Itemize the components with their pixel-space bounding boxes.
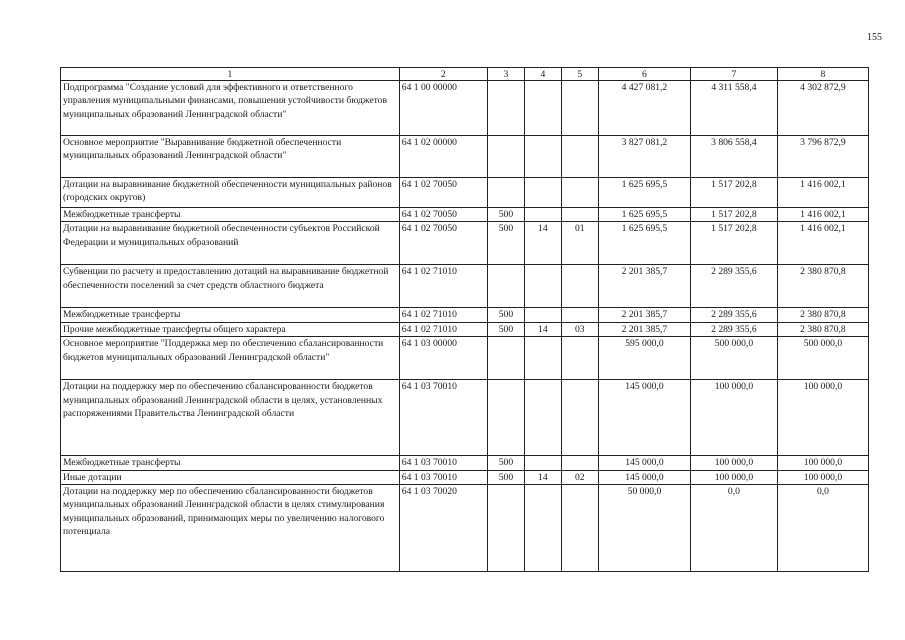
column-header: 2 [399, 68, 487, 81]
row-value-6: 1 625 695,5 [598, 178, 690, 208]
row-c3 [487, 178, 524, 208]
column-header: 8 [777, 68, 868, 81]
row-name: Дотации на выравнивание бюджетной обеспеченности субъектов Российской Федерации и муниципальных образований [61, 222, 400, 265]
table-row [61, 222, 869, 265]
table-row [61, 485, 869, 572]
column-header: 1 [61, 68, 400, 81]
row-c3 [487, 337, 524, 380]
row-c3: 500 [487, 470, 524, 484]
row-value-6: 595 000,0 [598, 337, 690, 380]
row-code: 64 1 00 00000 [399, 81, 487, 136]
row-value-8: 500 000,0 [777, 337, 868, 380]
row-c4 [525, 265, 561, 308]
row-c3 [487, 136, 524, 178]
table-row [61, 208, 869, 222]
row-name: Межбюджетные трансферты [61, 308, 400, 322]
row-c4 [525, 136, 561, 178]
column-header: 6 [598, 68, 690, 81]
row-value-8: 1 416 002,1 [777, 208, 868, 222]
row-value-8: 4 302 872,9 [777, 81, 868, 136]
row-c4 [525, 380, 561, 456]
table-row [61, 456, 869, 470]
row-value-7: 1 517 202,8 [690, 178, 777, 208]
row-name: Межбюджетные трансферты [61, 456, 400, 470]
row-name: Дотации на выравнивание бюджетной обеспеченности муниципальных районов (городских округов) [61, 178, 400, 208]
row-c3: 500 [487, 322, 524, 336]
row-value-8: 2 380 870,8 [777, 322, 868, 336]
row-value-7: 2 289 355,6 [690, 265, 777, 308]
row-value-6: 2 201 385,7 [598, 322, 690, 336]
row-code: 64 1 03 70010 [399, 470, 487, 484]
row-c5 [561, 380, 598, 456]
table-row [61, 136, 869, 178]
row-value-8: 3 796 872,9 [777, 136, 868, 178]
row-value-6: 145 000,0 [598, 380, 690, 456]
row-c4 [525, 308, 561, 322]
row-value-8: 2 380 870,8 [777, 265, 868, 308]
row-value-8: 0,0 [777, 485, 868, 572]
row-c5 [561, 136, 598, 178]
row-code: 64 1 02 70050 [399, 178, 487, 208]
row-code: 64 1 02 70050 [399, 222, 487, 265]
row-code: 64 1 02 71010 [399, 322, 487, 336]
row-c4 [525, 456, 561, 470]
row-value-7: 100 000,0 [690, 456, 777, 470]
row-c4: 14 [525, 322, 561, 336]
row-c3: 500 [487, 308, 524, 322]
row-value-7: 100 000,0 [690, 380, 777, 456]
table-row [61, 322, 869, 336]
table-row [61, 81, 869, 136]
row-code: 64 1 03 00000 [399, 337, 487, 380]
row-c5 [561, 337, 598, 380]
row-value-7: 100 000,0 [690, 470, 777, 484]
row-c4 [525, 81, 561, 136]
table-row [61, 380, 869, 456]
page-number: 155 [867, 32, 882, 43]
row-c5 [561, 485, 598, 572]
row-value-6: 1 625 695,5 [598, 208, 690, 222]
row-code: 64 1 02 71010 [399, 308, 487, 322]
row-value-8: 100 000,0 [777, 470, 868, 484]
row-value-8: 1 416 002,1 [777, 178, 868, 208]
column-header: 3 [487, 68, 524, 81]
row-value-7: 2 289 355,6 [690, 308, 777, 322]
row-value-8: 2 380 870,8 [777, 308, 868, 322]
row-value-6: 50 000,0 [598, 485, 690, 572]
row-value-7: 4 311 558,4 [690, 81, 777, 136]
header-row [61, 68, 869, 81]
row-c5 [561, 81, 598, 136]
row-code: 64 1 02 00000 [399, 136, 487, 178]
row-code: 64 1 02 70050 [399, 208, 487, 222]
row-value-8: 100 000,0 [777, 380, 868, 456]
row-c5: 03 [561, 322, 598, 336]
row-name: Межбюджетные трансферты [61, 208, 400, 222]
row-value-7: 1 517 202,8 [690, 222, 777, 265]
row-c5: 02 [561, 470, 598, 484]
row-c3: 500 [487, 222, 524, 265]
row-value-7: 0,0 [690, 485, 777, 572]
table-row [61, 265, 869, 308]
row-value-7: 3 806 558,4 [690, 136, 777, 178]
row-c4 [525, 337, 561, 380]
row-value-6: 1 625 695,5 [598, 222, 690, 265]
table-row [61, 470, 869, 484]
row-value-6: 145 000,0 [598, 456, 690, 470]
row-c5 [561, 208, 598, 222]
row-c5 [561, 178, 598, 208]
row-c3 [487, 485, 524, 572]
budget-table [60, 67, 869, 572]
column-header: 5 [561, 68, 598, 81]
column-header: 7 [690, 68, 777, 81]
row-c3 [487, 265, 524, 308]
row-value-6: 2 201 385,7 [598, 265, 690, 308]
row-name: Дотации на поддержку мер по обеспечению сбалансированности бюджетов муниципальных образований Ленинградской области в целях стимулирования муниципальных образований, принимающих меры по увеличению налогового потенциала [61, 485, 400, 572]
row-c3 [487, 380, 524, 456]
row-c3 [487, 81, 524, 136]
table-row [61, 337, 869, 380]
row-value-6: 2 201 385,7 [598, 308, 690, 322]
row-name: Подпрограмма "Создание условий для эффективного и ответственного управления муниципальными финансами, повышения устойчивости бюджетов муниципальных образований Ленинградской области" [61, 81, 400, 136]
row-c4: 14 [525, 222, 561, 265]
row-code: 64 1 02 71010 [399, 265, 487, 308]
row-c4: 14 [525, 470, 561, 484]
row-name: Иные дотации [61, 470, 400, 484]
row-value-6: 145 000,0 [598, 470, 690, 484]
row-c4 [525, 178, 561, 208]
row-c5 [561, 456, 598, 470]
row-value-8: 100 000,0 [777, 456, 868, 470]
row-code: 64 1 03 70010 [399, 380, 487, 456]
row-name: Субвенции по расчету и предоставлению дотаций на выравнивание бюджетной обеспеченности поселений за счет средств областного бюджета [61, 265, 400, 308]
row-name: Основное мероприятие "Поддержка мер по обеспечению сбалансированности бюджетов муниципальных образований Ленинградской области" [61, 337, 400, 380]
table-row [61, 308, 869, 322]
row-c5 [561, 308, 598, 322]
row-value-7: 1 517 202,8 [690, 208, 777, 222]
row-name: Дотации на поддержку мер по обеспечению сбалансированности бюджетов муниципальных образований Ленинградской области в целях, установленных распоряжениями Правительства Ленинградской области [61, 380, 400, 456]
row-c4 [525, 485, 561, 572]
table-row [61, 178, 869, 208]
row-value-8: 1 416 002,1 [777, 222, 868, 265]
row-value-6: 4 427 081,2 [598, 81, 690, 136]
row-name: Основное мероприятие "Выравнивание бюджетной обеспеченности муниципальных образований Ленинградской области" [61, 136, 400, 178]
row-value-7: 2 289 355,6 [690, 322, 777, 336]
row-c3: 500 [487, 456, 524, 470]
row-c3: 500 [487, 208, 524, 222]
row-value-7: 500 000,0 [690, 337, 777, 380]
row-code: 64 1 03 70020 [399, 485, 487, 572]
row-name: Прочие межбюджетные трансферты общего характера [61, 322, 400, 336]
row-code: 64 1 03 70010 [399, 456, 487, 470]
row-c4 [525, 208, 561, 222]
row-c5: 01 [561, 222, 598, 265]
row-c5 [561, 265, 598, 308]
column-header: 4 [525, 68, 561, 81]
row-value-6: 3 827 081,2 [598, 136, 690, 178]
